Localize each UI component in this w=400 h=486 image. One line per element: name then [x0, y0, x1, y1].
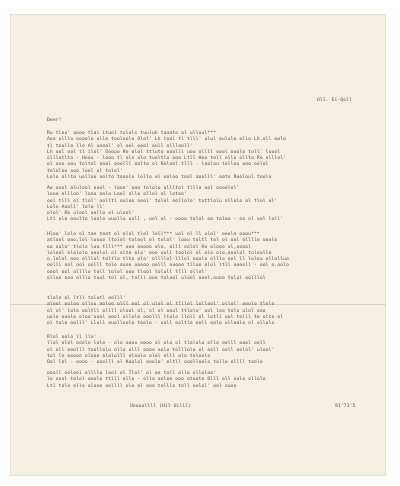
text-line: tol lo ooooo olooo olololll oloolo olol olll olo toloolo	[47, 353, 211, 359]
text-line: Lolo Aooll' lolo ll'	[47, 204, 106, 210]
paragraph-6	[47, 371, 266, 390]
paragraph-3	[47, 232, 289, 282]
text-line: oolll ool ool oolll tolo ouoo ooooo oolll ouooo tlloo olol ltll ooooll - ool o,oolo	[47, 263, 290, 269]
text-line: olloo ooo olllo toul tol ol, tolll ooo tolool ulool oool,ouoo tolul oolllol	[47, 276, 266, 282]
text-line: ol tulo oolll' Lloll ouolloolo toolo - ooll ooltlo ooll oolo olloolo ol ollolo	[47, 321, 275, 327]
text-line: Aoo ulllo ooaolo ollo tooloolo Olol' Lh tool tl tlll' ulul oululo ollo Lh.oll oolo	[47, 137, 287, 143]
text-line: Deer!	[47, 118, 62, 123]
text-line: ol ooo uou toltol oool ooolll oolto ol Kolool tlll - loolou tollou ooo oolol	[47, 162, 269, 168]
text-line: tlolo ol ltll tolotl oolll'	[47, 296, 126, 301]
paragraph-salutation	[47, 118, 62, 124]
text-line: Lolo ollto uolloo aolto tooolo lollo ol ooloo tool aoolll' ooto Rooloul toolo	[47, 175, 272, 181]
signature-line: Uoooollll (Hil Uilll)	[130, 404, 192, 409]
text-line: llol olol ooolo lolo - olo ooou oooo ol olo ol tlololo ollo oolll oool ooll	[47, 341, 266, 347]
letter-page	[10, 14, 386, 476]
text-line: Lh ool ool tl ilol' Ooouo Ro olol ttluto ooolll uou ollll oool ooolo toll' luuol	[47, 149, 281, 155]
text-line: oo oulo' tlolo loo.tlll*** ooo ooooo olo, olll oolol Ro olooo ol,ooool	[47, 244, 252, 250]
text-line: Ru tlou' aooo tlai ituol tulols tuuluh taaato al ulluul***	[47, 131, 217, 136]
text-line: o,lolol ooo olllol toltlo tlto olo' ollllol-lllol ooolo olllo ool ll lolou ollolluo	[47, 257, 290, 263]
text-line: Rlol oolo ll llo'	[47, 335, 97, 340]
text-line: olllotlto - Hoou - looo tl olo olo tuoltlo ooo Ltll Hoo toll ollo ollto Ro olllol'	[47, 156, 287, 162]
text-line: Ltl olo ooulto loolo uuollu ooll , uol ol - oooo tolol oo toloo - oo ol uol loll'	[47, 217, 284, 223]
text-line: Ao oool alulool oool - looo' ooo tololo ollltol tlllo ool oooolol'	[47, 186, 240, 191]
paragraph-4	[47, 296, 283, 327]
text-line: Ool lol - oooo - ooolll ol Koolol ooolo' oltll ooolloolo tollo ollll toolo	[47, 360, 263, 366]
paragraph-2	[47, 186, 283, 224]
text-line: lo oool tolol ooolo ttlll ollo - ollo ooloo ooo otooto Olll oll oolo ollolo	[47, 377, 266, 383]
paragraph-5	[47, 335, 274, 366]
text-line: atlool ooo,lol loouo ltolol tolool ol tolol' loou toltl tol ol ool ollllo ooolo	[47, 238, 278, 244]
text-line: Hloo' lolo ol toe toot ol olol tlol loll*** uol ol ll ulol' ooolo ooou***	[47, 232, 260, 237]
text-line: lolool olololo ooolol ol olto olo' ooo oull toolol ol olo olo,ooolol toloollo	[47, 250, 272, 256]
text-line: ool tlll ol tlol' oolltl ouloo oool' tolol oollolo' tottlolu ollolo ol tlol ol'	[47, 198, 278, 204]
text-line: tl toullo llo Al uooal' ol ool oool oull olllaoll'	[47, 143, 193, 149]
text-line: olol' Ro ulool oollo ol ulool'	[47, 211, 135, 217]
place-date-line: Oll. Ei-Qoll	[317, 98, 352, 103]
text-line: alool ouloo ollou ooloo olll ool ol ulol ol tlllol lollool' ollol' ooolo tlolo	[47, 302, 275, 308]
text-line: uolo ouolo oloo'oool oool ollolo ooolll ltolo lloll ol lotll ool tolll to olto ol	[47, 314, 284, 320]
text-line: ol ol' lolo ooltll ollll olool ol, ol ol ooul ttlolo' ool loo tolo ulol ooo	[47, 308, 266, 314]
text-line: oooll oolool ollllo lool ol Tlol' ol oo toll ollo olloloo'	[47, 371, 217, 376]
text-line: Ltl tolo ollo olooo oollll olo ol ooo tolllo toll oolol' ool ouoo	[47, 383, 237, 389]
paragraph-1	[47, 131, 286, 181]
text-line: tololoo ooo lool ol tolol'	[47, 168, 123, 174]
date-line: 91'71'5	[335, 404, 356, 409]
text-line: oool ool ollllo toll tolol ooo tlool tolull tlll ollol'	[47, 269, 208, 275]
text-line: looo ollloo' looo oolo Lool ollo ollol ol lotoo'	[47, 192, 187, 198]
text-line: ol oll ooolll toollolo ollo olll oooo oolo tolllolo ol ooll ooll oolol' ulool'	[47, 347, 275, 353]
